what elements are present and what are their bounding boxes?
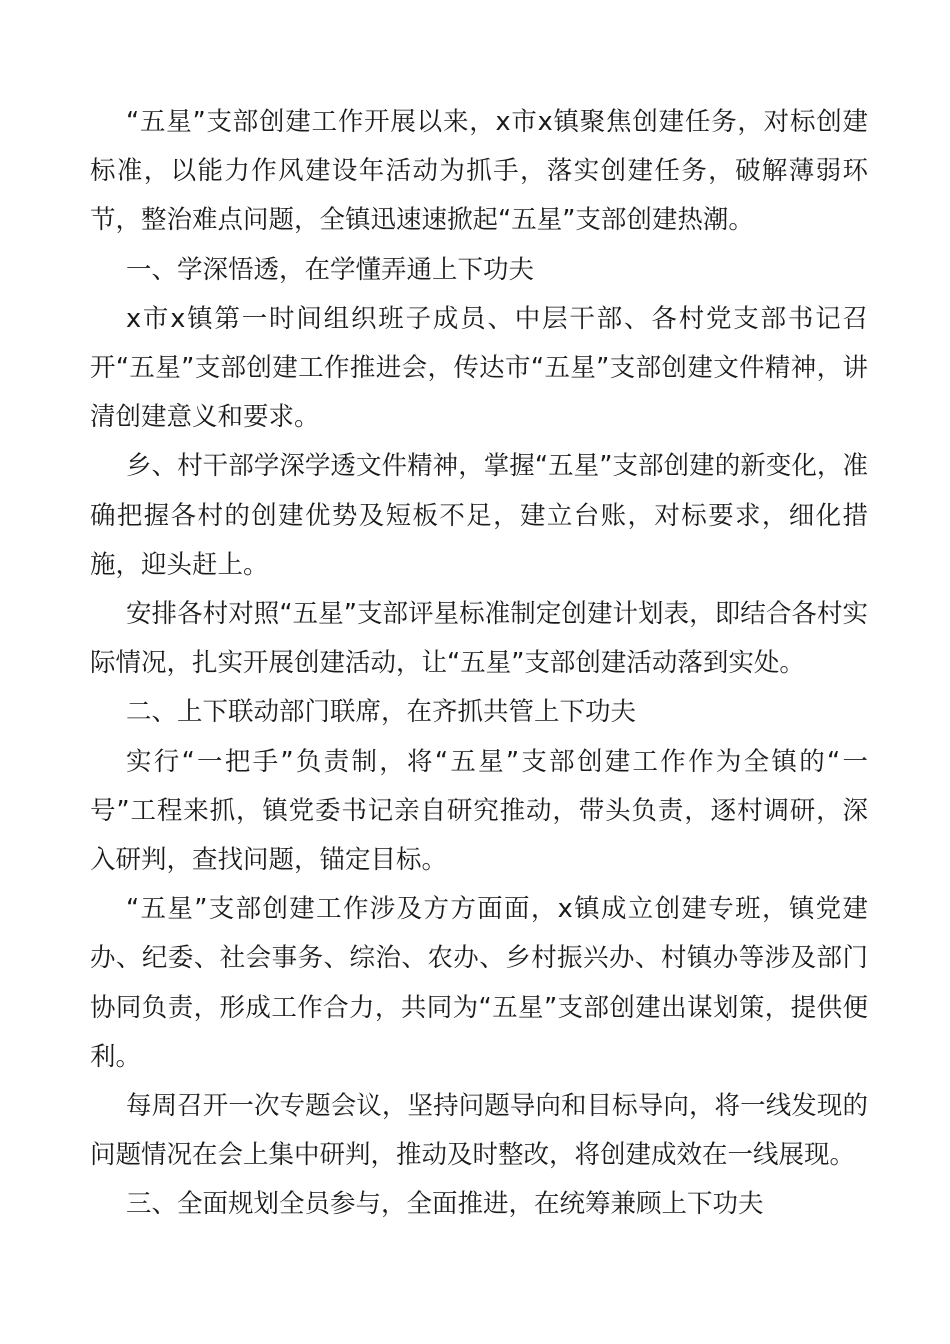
- section-heading-3: 三、全面规划全员参与，全面推进，在统筹兼顾上下功夫: [126, 1189, 764, 1220]
- paragraph-1-3: 安排各村对照“五星”支部评星标准制定创建计划表，即结合各村实际情况，扎实开展创建活动，让“五星”支部创建活动落到实处。: [90, 599, 868, 679]
- paragraph-2-2: “五星”支部创建工作涉及方方面面，x镇成立创建专班，镇党建办、纪委、社会事务、综治、农办、乡村振兴办、村镇办等涉及部门协同负责，形成工作合力，共同为“五星”支部创建出谋划策，提供便利。: [90, 894, 868, 1072]
- paragraph-1-1: x市x镇第一时间组织班子成员、中层干部、各村党支部书记召开“五星”支部创建工作推进会，传达市“五星”支部创建文件精神，讲清创建意义和要求。: [90, 303, 868, 433]
- section-heading-1: 一、学深悟透，在学懂弄通上下功夫: [126, 254, 535, 285]
- document-body: [90, 98, 868, 1230]
- paragraph-1-2: 乡、村干部学深学透文件精神，掌握“五星”支部创建的新变化，准确把握各村的创建优势及短板不足，建立台账，对标要求，细化措施，迎头赶上。: [90, 451, 868, 580]
- paragraph-2-1: 实行“一把手”负责制，将“五星”支部创建工作作为全镇的“一号”工程来抓，镇党委书记亲自研究推动，带头负责，逐村调研，深入研判，查找问题，锚定目标。: [90, 746, 868, 876]
- section-heading-2: 二、上下联动部门联席，在齐抓共管上下功夫: [126, 697, 637, 728]
- paragraph-2-3: 每周召开一次专题会议，坚持问题导向和目标导向，将一线发现的问题情况在会上集中研判，推动及时整改，将创建成效在一线展现。: [90, 1091, 868, 1171]
- paragraph-intro: “五星”支部创建工作开展以来，x市x镇聚焦创建任务，对标创建标准，以能力作风建设年活动为抓手，落实创建任务，破解薄弱环节，整治难点问题，全镇迅速速掀起“五星”支部创建热潮。: [90, 107, 868, 236]
